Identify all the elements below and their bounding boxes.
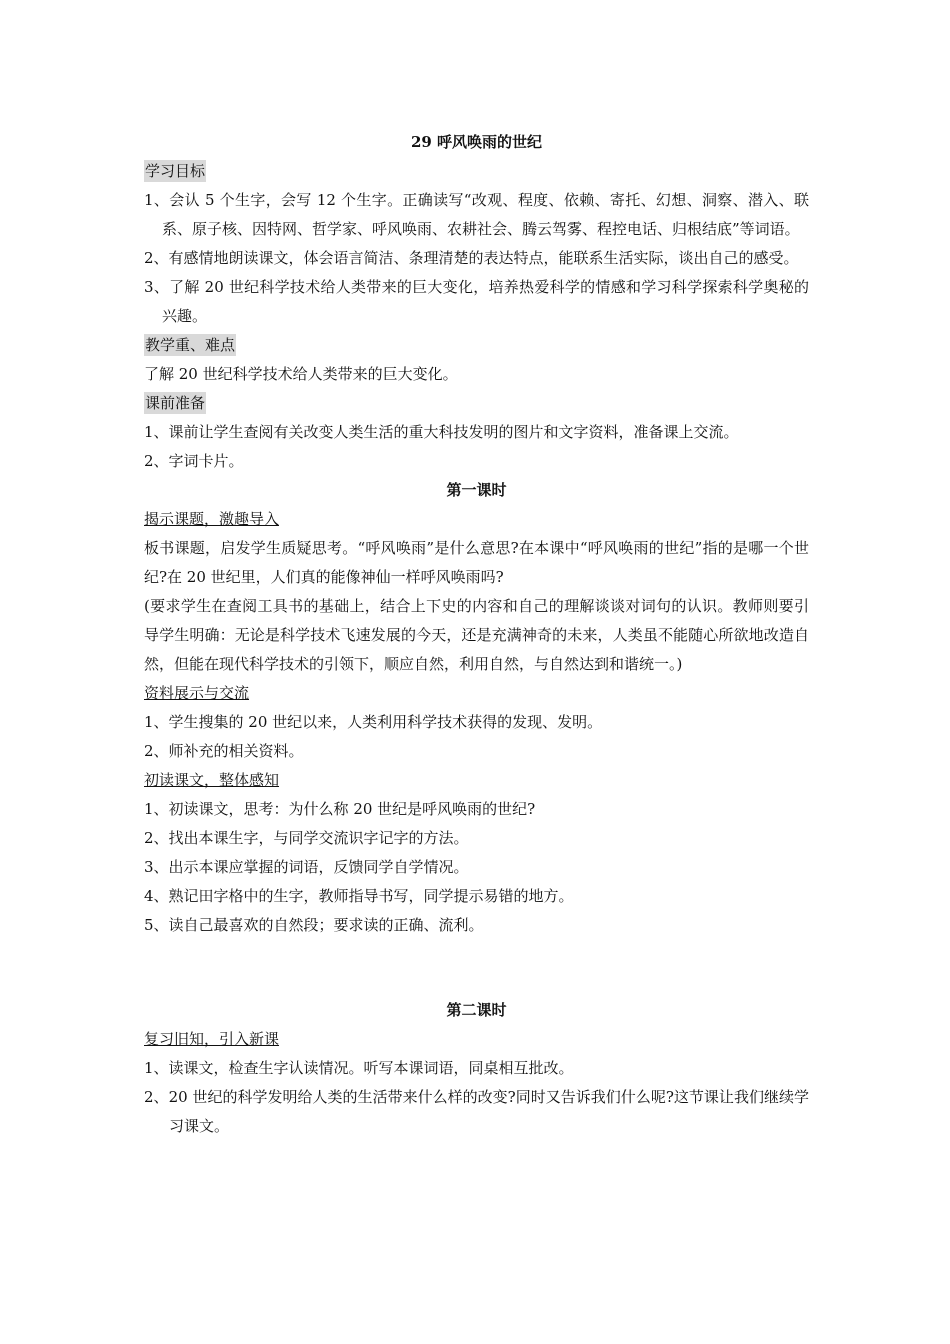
lesson1-section3-heading: 初读课文，整体感知 [144,771,280,789]
lesson1-section2-item-1: 1、学生搜集的 20 世纪以来，人类利用科学技术获得的发现、发明。 [144,713,603,731]
lesson1-section2-heading-row [144,679,809,708]
key-text: 了解 20 世纪科学技术给人类带来的巨大变化。 [144,365,458,383]
goal-item-1: 1、会认 5 个生字，会写 12 个生字。正确读写“改观、程度、依赖、寄托、幻想、洞察、潜入、联系、原子核、因特网、哲学家、呼风唤雨、农耕社会、腾云驾雾、程控电话、归根结底”等词语。 [144,191,809,238]
spacer [144,968,809,996]
goal-item-2: 2、有感情地朗读课文，体会语言简洁、条理清楚的表达特点，能联系生活实际，谈出自己的感受。 [144,249,799,267]
lesson1-section1-heading: 揭示课题，激趣导入 [144,510,280,528]
document-body [144,128,809,1141]
lesson1-section2-item-2: 2、师补充的相关资料。 [144,742,304,760]
prep-heading: 课前准备 [145,394,206,412]
lesson1-section3-item-5: 5、读自己最喜欢的自然段；要求读的正确、流利。 [144,916,484,934]
lesson1-section1-paragraph-2: (要求学生在查阅工具书的基础上，结合上下史的内容和自己的理解谈谈对词句的认识。教师则要引导学生明确：无论是科学技术飞速发展的今天，还是充满神奇的未来，人类虽不能随心所欲地改造自然，但能在现代科学技术的引领下，顺应自然，利用自然，与自然达到和谐统一。) [144,597,809,673]
lesson1-section3-item-2: 2、找出本课生字，与同学交流识字记字的方法。 [144,829,469,847]
lesson2-section1-item-1: 1、读课文，检查生字认读情况。听写本课词语，同桌相互批改。 [144,1059,574,1077]
lesson1-section3-item-1: 1、初读课文，思考：为什么称 20 世纪是呼风唤雨的世纪? [144,800,536,818]
lesson1-section3-item-4: 4、熟记田字格中的生字，教师指导书写，同学提示易错的地方。 [144,887,574,905]
lesson1-section3-item-3: 3、出示本课应掌握的词语，反馈同学自学情况。 [144,858,469,876]
section-heading-key [144,331,809,360]
lesson2-section1-item-2: 2、20 世纪的科学发明给人类的生活带来什么样的改变?同时又告诉我们什么呢?这节课让我们继续学习课文。 [144,1088,809,1135]
lesson1-section3-heading-row [144,766,809,795]
lesson1-section2-heading: 资料展示与交流 [144,684,250,702]
prep-item-1: 1、课前让学生查阅有关改变人类生活的重大科技发明的图片和文字资料，准备课上交流。 [144,423,739,441]
lesson2-section1-heading: 复习旧知，引入新课 [144,1030,280,1048]
section-heading-goals [144,157,809,186]
document-title: 29 呼风唤雨的世纪 [410,133,543,151]
lesson1-section1-heading-row [144,505,809,534]
section-heading-prep [144,389,809,418]
lesson2-section1-heading-row [144,1025,809,1054]
lesson2-heading: 第二课时 [446,1001,507,1019]
spacer [144,940,809,968]
goals-heading: 学习目标 [145,162,206,180]
lesson1-section1-paragraph-1: 板书课题，启发学生质疑思考。“呼风唤雨”是什么意思?在本课中“呼风唤雨的世纪”指的是哪一个世纪?在 20 世纪里，人们真的能像神仙一样呼风唤雨吗? [144,539,809,586]
prep-item-2: 2、字词卡片。 [144,452,244,470]
goal-item-3: 3、了解 20 世纪科学技术给人类带来的巨大变化，培养热爱科学的情感和学习科学探索科学奥秘的兴趣。 [144,278,809,325]
key-heading: 教学重、难点 [145,336,236,354]
lesson1-heading: 第一课时 [446,481,507,499]
